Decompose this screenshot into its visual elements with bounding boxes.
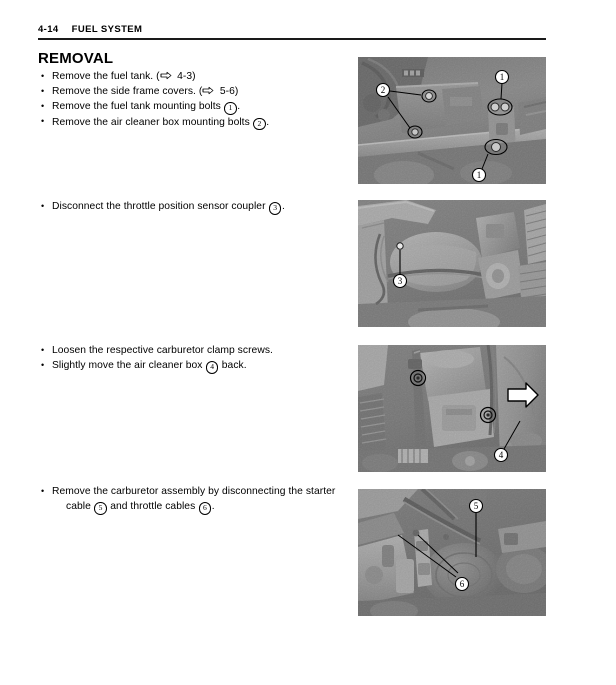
figure-callout-1: 1 xyxy=(499,72,505,83)
callout-number: 4 xyxy=(206,361,219,374)
figure-callout-1b: 1 xyxy=(476,170,482,181)
bullet-text-after: . xyxy=(237,101,241,113)
list-item xyxy=(38,484,350,515)
bullet-text: Remove the side frame covers. ( xyxy=(52,86,203,98)
ref-page: 4-3 xyxy=(177,71,193,82)
line2-after: . xyxy=(211,501,215,513)
removal-intro-block xyxy=(38,50,350,130)
removal-bullet-list xyxy=(38,69,350,130)
bullet-text-after: ) xyxy=(234,86,239,98)
line2-before: cable xyxy=(66,501,94,513)
bullet-text: Slightly move the air cleaner box xyxy=(52,360,206,372)
page-folio: 4-14 xyxy=(38,24,59,35)
bullet-text-after: . xyxy=(281,201,285,212)
bullet-text-line2 xyxy=(52,499,350,515)
chapter-title: FUEL SYSTEM xyxy=(71,24,143,35)
list-item xyxy=(38,358,350,374)
bullet-text: Remove the carburetor assembly by disconnecting the starter xyxy=(52,486,336,497)
list-item xyxy=(38,69,350,84)
callout-number: 3 xyxy=(269,202,282,215)
bullet-text: Remove the air cleaner box mounting bolts xyxy=(52,116,253,128)
starter-and-throttle-cables-photo xyxy=(358,489,546,616)
bullet-text: Disconnect the throttle position sensor coupler xyxy=(52,201,269,212)
air-cleaner-box-and-frame-photo xyxy=(358,57,546,184)
throttle-position-sensor-photo xyxy=(358,200,546,327)
list-item xyxy=(38,343,350,358)
pointing-hand-icon xyxy=(160,70,177,79)
bullet-text: Loosen the respective carburetor clamp screws. xyxy=(52,345,273,356)
bullet-text-after: back. xyxy=(218,360,247,372)
bullet-text: Remove the fuel tank. ( xyxy=(52,71,160,82)
figure-callout-4: 4 xyxy=(498,450,504,461)
tps-coupler-block xyxy=(38,199,350,215)
figure-callout-5: 5 xyxy=(473,501,479,512)
clamp-bullet-list xyxy=(38,343,350,374)
bullet-text-after: ) xyxy=(192,71,196,82)
line2-mid: and throttle cables xyxy=(107,501,199,513)
list-item xyxy=(38,84,350,99)
header-row xyxy=(38,24,546,35)
carburetor-assembly-block xyxy=(38,484,350,515)
callout-number: 5 xyxy=(94,502,107,515)
pointing-hand-icon xyxy=(202,85,219,94)
figure-callout-2: 2 xyxy=(380,85,386,96)
callout-number: 1 xyxy=(224,102,237,115)
list-item xyxy=(38,99,350,115)
carburetor-bullet-list xyxy=(38,484,350,515)
page-title: REMOVAL xyxy=(38,50,114,67)
header-rule xyxy=(38,38,546,40)
bullet-text: Remove the fuel tank mounting bolts xyxy=(52,101,224,113)
carburetor-clamp-screws-photo xyxy=(358,345,546,472)
callout-number: 6 xyxy=(199,502,212,515)
list-item xyxy=(38,199,350,215)
page-header xyxy=(38,24,546,44)
clamp-screws-block xyxy=(38,343,350,374)
callout-number: 2 xyxy=(253,118,266,131)
bullet-text-after: . xyxy=(266,116,270,128)
list-item xyxy=(38,115,350,131)
ref-page: 5-6 xyxy=(219,86,235,98)
figure-callout-3: 3 xyxy=(397,276,403,287)
tps-bullet-list xyxy=(38,199,350,215)
figure-callout-6: 6 xyxy=(459,579,465,590)
